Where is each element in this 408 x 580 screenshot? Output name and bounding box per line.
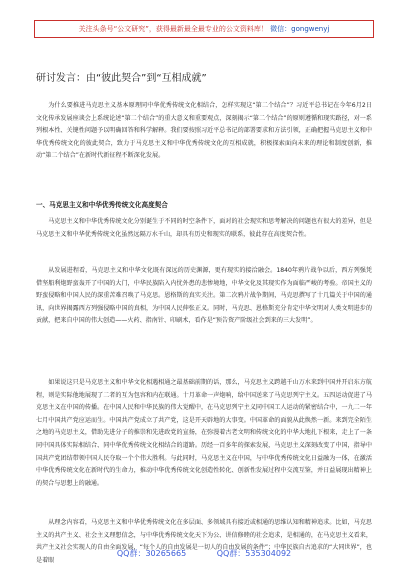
body-paragraph-4: 从理念内容看，马克思主义和中华优秀传统文化在多层面、多领域具有接近或相通的思维认知和精神追求。比如，马克思主义的共产主义、社会主义理想信念，与中华优秀传统文化天下为公、讲信修睦的社会追求，是相通的，在马克思主义看来，共产主义社会实现人的自由全面发展，“每个人的自由发展是一切人的自由发展的条件”；中华民族自古追求的“大同世界”，也是着眼	[36, 519, 372, 564]
qq-group-1[interactable]: QQ群：30265665	[116, 549, 187, 558]
body-paragraph-1: 马克思主义和中华优秀传统文化分别诞生于不同的时空条件下，面对的社会现实和思考解决的问题也有很大的差异，但是马克思主义和中华优秀传统文化虽然远隔万水千山，却具有历史和现实的联系，彼此存在高度契合性。	[36, 218, 372, 238]
intro-paragraph: 为什么要推进马克思主义基本原理同中华优秀传统文化相结合，怎样实现这“第二个结合”？习近平总书记在今年6月2日文化传承发展座谈会上系统论述“第二个结合”的重大意义和重要观点，深刻揭示“第二个结合”的原则遵循和现实路径，对一系列根本性、关键性问题予以明确回答和科学解释。我们要按照习近平总书记的部署要求和方法引领，正确把握马克思主义和中华优秀传统文化的彼此契合，致力于马克思主义和中华优秀传统文化的互相成就，积极探索面向未来的理论和制度创新，推动“第二个结合”在新时代新征程不断深化发展。	[36, 102, 372, 160]
qq-group-2[interactable]: QQ群：535304092	[216, 549, 292, 558]
body-paragraph-2: 从发展进程看，马克思主义和中华文化既有深远的历史渊源，更有现实的接洽融会。1840年鸦片战争以后，西方列强凭借坚船利炮野蛮轰开了中国的大门，中华民族陷入内忧外患的悲惨境地，中华文化及其现实作为面临严峻的考验。帝国主义的野蛮侵略和中国人民的深重苦难召唤了马克思。恩格斯的真实关注。第二次鸦片战争期间，马克思撰写了十几篇关于中国的通讯，向世界揭露西方列强侵略中国的真相，为中国人民伸张正义。同时，马克思、恩格斯充分肯定中华文明对人类文明进步的贡献，把来自中国的伟大创造——火药、指南针、印刷术，看作是“预告资产阶级社会到来的三大发明”。	[36, 267, 372, 325]
section-heading: 一、马克思主义和中华优秀传统文化高度契合	[36, 201, 168, 209]
promo-banner-text: 关注头条号“公文研究”，获得最新最全最专业的公文资料库！	[78, 25, 268, 33]
wechat-contact[interactable]: 微信：gongwenyj	[270, 25, 330, 33]
promo-banner	[34, 20, 374, 38]
body-paragraph-3: 如果说这只是马克思主义和中华文化相遇相通之最基础前期的话，那么，马克思主义跨越千山万水来到中国并开启东方航程，则是实际他地展现了二者的互为包容和内在联通。十月革命一声炮响，给中国送来了马克思列宁主义。五四运动促进了马克思主义在中国的传播。在中国人民和中华民族的伟大觉醒中，在马克思列宁主义同中国工人运动的紧密结合中，一九二一年七月中国共产党应运而生。中国共产党成立了共产党，这是开天辟地的大事变。中国革命的面貌从此焕然一新。来到完全陌生之地的马克思主义，借助先进分子的推崇和先进政党的宣扬，在弥漫着古老文明和传统文化的中华大地扎下根来，走上了一条同中国具体实际相结合、同中华优秀传统文化相结合的道路。历经一百多年的探索发展，马克思主义深刻改变了中国，指导中国共产党团结带领中国人民夺取一个个伟大胜利。与此同时，马克思主义在中国，与中华优秀传统文化日益融为一体，在激活中华优秀传统文化在新时代的生命力，推动中华优秀传统文化创造性转化、创新性发展过程中交流互鉴，并日益展现出精神上的契合与思想上的融通。	[36, 379, 372, 487]
page-title: 研讨发言：由“彼此契合”到“互相成就”	[36, 73, 207, 84]
footer-contacts	[0, 548, 408, 559]
